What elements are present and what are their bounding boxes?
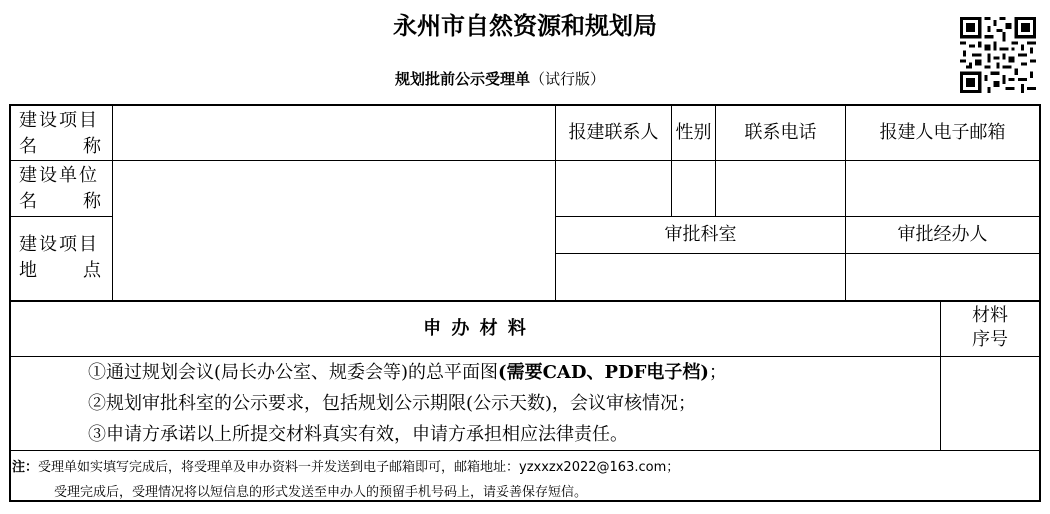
email-field[interactable]: [846, 161, 1039, 216]
phone-field[interactable]: [716, 161, 845, 216]
notes-label: 注：: [12, 460, 39, 475]
materials-seq-field[interactable]: [941, 357, 1039, 450]
qr-code-icon: [960, 17, 1036, 93]
material-item-2: ②规划审批科室的公示要求，包括规划公示期限(公示天数)，会议审核情况；: [88, 393, 697, 414]
subtitle-version: （试行版）: [530, 70, 606, 88]
page-subtitle: [395, 68, 605, 89]
subtitle-main: 规划批前公示受理单: [395, 70, 531, 88]
unit-name-label: 建设单位 名 称: [19, 165, 103, 212]
notes-line-2: 受理完成后，受理情况将以短信息的形式发送至申办人的预留手机号码上，请妥善保存短信。: [54, 485, 588, 500]
materials-seq-header: 材料 序号: [972, 305, 1008, 350]
approval-officer-field[interactable]: [846, 254, 1039, 300]
material-item-1: ①通过规划会议(局长办公室、规委会等)的总平面图(需要CAD、PDF电子档)；: [88, 362, 727, 383]
material-item-3: ③申请方承诺以上所提交材料真实有效，申请方承担相应法律责任。: [88, 424, 628, 445]
project-name-field[interactable]: [113, 106, 555, 160]
project-location-label: 建设项目 地 点: [19, 234, 103, 281]
gender-header: 性别: [675, 122, 712, 143]
materials-header: 申 办 材 料: [423, 318, 528, 339]
email-header: 报建人电子邮箱: [879, 122, 1006, 143]
contact-person-header: 报建联系人: [568, 122, 659, 143]
phone-header: 联系电话: [744, 122, 817, 143]
gender-field[interactable]: [672, 161, 715, 216]
notes-line-1: 注：受理单如实填写完成后，将受理单及申办资料一并发送到电子邮箱即可，邮箱地址：yzxxzx2022@163.com；: [12, 460, 680, 475]
approval-dept-field[interactable]: [556, 254, 845, 300]
approval-dept-header: 审批科室: [664, 224, 737, 245]
application-form-table: [9, 104, 1041, 502]
approval-officer-header: 审批经办人: [897, 224, 988, 245]
unit-name-field[interactable]: [113, 161, 555, 216]
page-title: 永州市自然资源和规划局: [393, 12, 657, 40]
project-location-field[interactable]: [113, 217, 555, 300]
project-name-label: 建设项目 名 称: [19, 110, 103, 157]
contact-person-field[interactable]: [556, 161, 671, 216]
